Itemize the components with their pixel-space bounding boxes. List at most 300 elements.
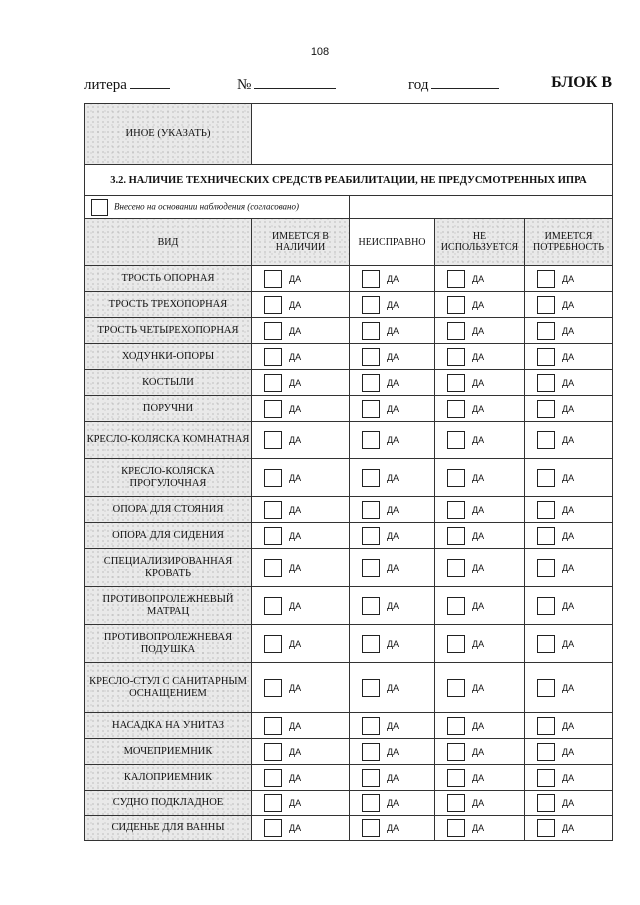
rehab-means-table xyxy=(84,103,613,841)
checkbox-need[interactable] xyxy=(537,270,555,288)
observation-checkbox[interactable] xyxy=(91,199,108,216)
checkbox-unused[interactable] xyxy=(447,374,465,392)
checkbox-faulty[interactable] xyxy=(362,270,380,288)
option-cell-need xyxy=(525,816,613,841)
yes-label: ДА xyxy=(289,403,302,414)
option-cell-faulty xyxy=(350,663,435,713)
yes-option xyxy=(350,527,434,545)
option-cell-available xyxy=(252,816,350,841)
yes-label: ДА xyxy=(472,435,485,445)
yes-label: ДА xyxy=(562,562,575,573)
checkbox-unused[interactable] xyxy=(447,743,465,761)
yes-label: ДА xyxy=(562,325,575,336)
table-row xyxy=(85,765,613,791)
option-cell-need xyxy=(525,370,613,396)
yes-option xyxy=(435,374,524,392)
option-cell-faulty xyxy=(350,292,435,318)
section-title-row xyxy=(85,165,613,196)
option-cell-faulty xyxy=(350,266,435,292)
yes-option xyxy=(252,597,349,615)
checkbox-available[interactable] xyxy=(264,679,282,697)
checkbox-faulty[interactable] xyxy=(362,501,380,519)
yes-option xyxy=(525,559,612,577)
yes-label: ДА xyxy=(562,823,575,833)
option-cell-faulty xyxy=(350,625,435,663)
checkbox-unused[interactable] xyxy=(447,296,465,314)
checkbox-available[interactable] xyxy=(264,527,282,545)
checkbox-available[interactable] xyxy=(264,270,282,288)
yes-option xyxy=(435,717,524,735)
checkbox-faulty[interactable] xyxy=(362,296,380,314)
checkbox-need[interactable] xyxy=(537,679,555,697)
checkbox-unused[interactable] xyxy=(447,635,465,653)
yes-label: ДА xyxy=(472,682,485,693)
table-row xyxy=(85,318,613,344)
checkbox-need[interactable] xyxy=(537,322,555,340)
yes-label: ДА xyxy=(387,325,400,336)
checkbox-unused[interactable] xyxy=(447,794,465,812)
checkbox-faulty[interactable] xyxy=(362,431,380,449)
yes-label: ДА xyxy=(387,299,400,310)
yes-label: ДА xyxy=(387,403,400,414)
yes-label: ДА xyxy=(387,351,400,362)
option-cell-available xyxy=(252,422,350,459)
checkbox-need[interactable] xyxy=(537,743,555,761)
yes-label: ДА xyxy=(562,772,575,783)
yes-option xyxy=(435,819,524,837)
section-title: 3.2. НАЛИЧИЕ ТЕХНИЧЕСКИХ СРЕДСТВ РЕАБИЛИТАЦИИ, НЕ ПРЕДУСМОТРЕННЫХ ИПРА xyxy=(85,165,613,196)
option-cell-available xyxy=(252,266,350,292)
yes-option xyxy=(350,769,434,787)
table-row xyxy=(85,663,613,713)
option-cell-need xyxy=(525,523,613,549)
checkbox-faulty[interactable] xyxy=(362,374,380,392)
yes-option xyxy=(350,679,434,697)
option-cell-unused xyxy=(435,523,525,549)
yes-option xyxy=(435,296,524,314)
option-cell-need xyxy=(525,791,613,816)
yes-option xyxy=(350,296,434,314)
checkbox-need[interactable] xyxy=(537,400,555,418)
checkbox-faulty[interactable] xyxy=(362,717,380,735)
checkbox-unused[interactable] xyxy=(447,431,465,449)
yes-label: ДА xyxy=(472,746,485,757)
yes-label: ДА xyxy=(387,472,400,483)
checkbox-need[interactable] xyxy=(537,819,555,837)
yes-label: ДА xyxy=(289,772,302,783)
yes-option xyxy=(525,597,612,615)
checkbox-available[interactable] xyxy=(264,348,282,366)
item-label: КРЕСЛО-КОЛЯСКА ПРОГУЛОЧНАЯ xyxy=(85,459,252,497)
yes-option xyxy=(252,769,349,787)
option-cell-unused xyxy=(435,497,525,523)
option-cell-need xyxy=(525,266,613,292)
yes-option xyxy=(435,679,524,697)
col-header-faulty: НЕИСПРАВНО xyxy=(350,219,435,266)
yes-option xyxy=(252,296,349,314)
yes-label: ДА xyxy=(387,682,400,693)
yes-label: ДА xyxy=(289,504,302,515)
table-row xyxy=(85,523,613,549)
option-cell-need xyxy=(525,422,613,459)
checkbox-faulty[interactable] xyxy=(362,679,380,697)
yes-label: ДА xyxy=(562,746,575,757)
option-cell-need xyxy=(525,663,613,713)
yes-option xyxy=(525,400,612,418)
option-cell-faulty xyxy=(350,765,435,791)
yes-option xyxy=(525,527,612,545)
checkbox-need[interactable] xyxy=(537,469,555,487)
table-row xyxy=(85,459,613,497)
checkbox-need[interactable] xyxy=(537,527,555,545)
option-cell-available xyxy=(252,370,350,396)
option-cell-unused xyxy=(435,459,525,497)
checkbox-faulty[interactable] xyxy=(362,400,380,418)
item-label: КАЛОПРИЕМНИК xyxy=(85,765,252,791)
yes-option xyxy=(252,469,349,487)
checkbox-need[interactable] xyxy=(537,597,555,615)
option-cell-available xyxy=(252,549,350,587)
yes-option xyxy=(435,400,524,418)
table-row xyxy=(85,739,613,765)
yes-option xyxy=(525,717,612,735)
number-input-line[interactable] xyxy=(254,74,336,89)
yes-option xyxy=(525,431,612,449)
checkbox-unused[interactable] xyxy=(447,819,465,837)
checkbox-unused[interactable] xyxy=(447,597,465,615)
yes-option xyxy=(525,743,612,761)
yes-option xyxy=(350,501,434,519)
col-header-available: ИМЕЕТСЯ В НАЛИЧИИ xyxy=(252,219,350,266)
checkbox-available[interactable] xyxy=(264,743,282,761)
yes-label: ДА xyxy=(289,823,302,833)
checkbox-faulty[interactable] xyxy=(362,469,380,487)
yes-label: ДА xyxy=(562,435,575,445)
option-cell-unused xyxy=(435,396,525,422)
checkbox-available[interactable] xyxy=(264,501,282,519)
yes-label: ДА xyxy=(562,472,575,483)
option-cell-available xyxy=(252,459,350,497)
yes-label: ДА xyxy=(562,720,575,731)
table-row xyxy=(85,292,613,318)
checkbox-need[interactable] xyxy=(537,635,555,653)
column-header-row xyxy=(85,219,613,266)
note-spacer xyxy=(350,196,613,219)
yes-option xyxy=(525,469,612,487)
yes-label: ДА xyxy=(472,772,485,783)
checkbox-available[interactable] xyxy=(264,400,282,418)
yes-option xyxy=(435,635,524,653)
option-cell-available xyxy=(252,587,350,625)
checkbox-need[interactable] xyxy=(537,769,555,787)
item-label: КРЕСЛО-КОЛЯСКА КОМНАТНАЯ xyxy=(85,422,252,459)
option-cell-need xyxy=(525,292,613,318)
checkbox-available[interactable] xyxy=(264,794,282,812)
checkbox-unused[interactable] xyxy=(447,559,465,577)
yes-label: ДА xyxy=(472,823,485,833)
yes-label: ДА xyxy=(562,504,575,515)
table-row xyxy=(85,266,613,292)
yes-option xyxy=(350,794,434,812)
item-label: СИДЕНЬЕ ДЛЯ ВАННЫ xyxy=(85,816,252,841)
option-cell-faulty xyxy=(350,396,435,422)
checkbox-need[interactable] xyxy=(537,431,555,449)
yes-option xyxy=(252,400,349,418)
checkbox-unused[interactable] xyxy=(447,769,465,787)
table-row xyxy=(85,791,613,816)
yes-option xyxy=(350,348,434,366)
option-cell-faulty xyxy=(350,422,435,459)
option-cell-faulty xyxy=(350,713,435,739)
checkbox-unused[interactable] xyxy=(447,527,465,545)
item-label: ТРОСТЬ ЧЕТЫРЕХОПОРНАЯ xyxy=(85,318,252,344)
checkbox-faulty[interactable] xyxy=(362,769,380,787)
checkbox-available[interactable] xyxy=(264,597,282,615)
checkbox-faulty[interactable] xyxy=(362,527,380,545)
number-field xyxy=(237,74,336,94)
option-cell-unused xyxy=(435,816,525,841)
year-input-line[interactable] xyxy=(431,74,499,89)
checkbox-available[interactable] xyxy=(264,469,282,487)
yes-option xyxy=(435,527,524,545)
checkbox-faulty[interactable] xyxy=(362,635,380,653)
checkbox-available[interactable] xyxy=(264,717,282,735)
checkbox-unused[interactable] xyxy=(447,348,465,366)
option-cell-unused xyxy=(435,370,525,396)
option-cell-faulty xyxy=(350,739,435,765)
option-cell-need xyxy=(525,396,613,422)
number-label: № xyxy=(237,77,252,93)
option-cell-available xyxy=(252,765,350,791)
option-cell-faulty xyxy=(350,344,435,370)
option-cell-faulty xyxy=(350,549,435,587)
yes-option xyxy=(435,348,524,366)
yes-option xyxy=(525,322,612,340)
option-cell-need xyxy=(525,625,613,663)
option-cell-faulty xyxy=(350,791,435,816)
yes-label: ДА xyxy=(289,682,302,693)
yes-label: ДА xyxy=(289,435,302,445)
yes-option xyxy=(525,794,612,812)
checkbox-available[interactable] xyxy=(264,296,282,314)
yes-label: ДА xyxy=(289,351,302,362)
checkbox-need[interactable] xyxy=(537,559,555,577)
checkbox-unused[interactable] xyxy=(447,469,465,487)
yes-option xyxy=(435,469,524,487)
yes-label: ДА xyxy=(387,823,400,833)
checkbox-unused[interactable] xyxy=(447,400,465,418)
yes-option xyxy=(350,559,434,577)
option-cell-available xyxy=(252,523,350,549)
yes-label: ДА xyxy=(562,682,575,693)
checkbox-faulty[interactable] xyxy=(362,743,380,761)
option-cell-available xyxy=(252,663,350,713)
checkbox-need[interactable] xyxy=(537,374,555,392)
yes-label: ДА xyxy=(289,600,302,611)
other-input[interactable] xyxy=(252,104,613,165)
yes-option xyxy=(525,348,612,366)
checkbox-unused[interactable] xyxy=(447,717,465,735)
yes-label: ДА xyxy=(387,772,400,783)
yes-label: ДА xyxy=(289,377,302,388)
yes-label: ДА xyxy=(387,638,400,649)
checkbox-unused[interactable] xyxy=(447,322,465,340)
yes-option xyxy=(525,679,612,697)
yes-label: ДА xyxy=(472,377,485,388)
yes-label: ДА xyxy=(387,435,400,445)
checkbox-available[interactable] xyxy=(264,431,282,449)
yes-option xyxy=(252,322,349,340)
col-header-type: ВИД xyxy=(85,219,252,266)
item-label: ТРОСТЬ ТРЕХОПОРНАЯ xyxy=(85,292,252,318)
yes-label: ДА xyxy=(289,299,302,310)
checkbox-faulty[interactable] xyxy=(362,322,380,340)
yes-label: ДА xyxy=(562,377,575,388)
yes-option xyxy=(435,322,524,340)
col-header-unused: НЕ ИСПОЛЬЗУЕТСЯ xyxy=(435,219,525,266)
option-cell-need xyxy=(525,549,613,587)
yes-option xyxy=(525,819,612,837)
option-cell-faulty xyxy=(350,816,435,841)
checkbox-available[interactable] xyxy=(264,374,282,392)
checkbox-available[interactable] xyxy=(264,322,282,340)
yes-label: ДА xyxy=(387,798,400,808)
checkbox-faulty[interactable] xyxy=(362,559,380,577)
checkbox-need[interactable] xyxy=(537,296,555,314)
yes-option xyxy=(350,374,434,392)
yes-label: ДА xyxy=(387,273,400,284)
table-row xyxy=(85,422,613,459)
checkbox-faulty[interactable] xyxy=(362,348,380,366)
yes-option xyxy=(435,794,524,812)
option-cell-faulty xyxy=(350,318,435,344)
yes-label: ДА xyxy=(289,273,302,284)
yes-label: ДА xyxy=(472,600,485,611)
page-number: 108 xyxy=(310,46,330,58)
checkbox-unused[interactable] xyxy=(447,270,465,288)
yes-label: ДА xyxy=(472,299,485,310)
option-cell-need xyxy=(525,497,613,523)
yes-label: ДА xyxy=(289,325,302,336)
item-label: НАСАДКА НА УНИТАЗ xyxy=(85,713,252,739)
yes-option xyxy=(350,717,434,735)
yes-label: ДА xyxy=(472,798,485,808)
yes-label: ДА xyxy=(472,273,485,284)
yes-option xyxy=(350,469,434,487)
yes-option xyxy=(252,348,349,366)
checkbox-available[interactable] xyxy=(264,559,282,577)
checkbox-available[interactable] xyxy=(264,635,282,653)
year-label: год xyxy=(408,77,429,93)
option-cell-unused xyxy=(435,625,525,663)
checkbox-faulty[interactable] xyxy=(362,597,380,615)
yes-label: ДА xyxy=(562,600,575,611)
yes-label: ДА xyxy=(387,562,400,573)
yes-label: ДА xyxy=(472,562,485,573)
col-header-need: ИМЕЕТСЯ ПОТРЕБНОСТЬ xyxy=(525,219,613,266)
item-label: ПРОТИВОПРОЛЕЖНЕВЫЙ МАТРАЦ xyxy=(85,587,252,625)
yes-label: ДА xyxy=(472,351,485,362)
yes-label: ДА xyxy=(472,325,485,336)
litera-label: литера xyxy=(84,77,127,93)
yes-option xyxy=(350,597,434,615)
yes-option xyxy=(252,559,349,577)
yes-option xyxy=(350,431,434,449)
yes-label: ДА xyxy=(289,746,302,757)
block-title: БЛОК В xyxy=(551,74,612,91)
yes-option xyxy=(350,635,434,653)
checkbox-need[interactable] xyxy=(537,717,555,735)
option-cell-need xyxy=(525,713,613,739)
option-cell-need xyxy=(525,587,613,625)
option-cell-need xyxy=(525,739,613,765)
yes-option xyxy=(252,794,349,812)
option-cell-need xyxy=(525,344,613,370)
option-cell-need xyxy=(525,765,613,791)
item-label: ХОДУНКИ-ОПОРЫ xyxy=(85,344,252,370)
yes-label: ДА xyxy=(562,403,575,414)
option-cell-need xyxy=(525,459,613,497)
yes-label: ДА xyxy=(562,273,575,284)
other-label: ИНОЕ (УКАЗАТЬ) xyxy=(85,104,252,165)
form-header xyxy=(84,74,612,94)
item-label: ТРОСТЬ ОПОРНАЯ xyxy=(85,266,252,292)
yes-option xyxy=(252,717,349,735)
option-cell-unused xyxy=(435,422,525,459)
yes-label: ДА xyxy=(472,403,485,414)
option-cell-unused xyxy=(435,663,525,713)
option-cell-unused xyxy=(435,292,525,318)
yes-label: ДА xyxy=(562,530,575,541)
item-label: СПЕЦИАЛИЗИРОВАННАЯ КРОВАТЬ xyxy=(85,549,252,587)
yes-option xyxy=(525,270,612,288)
table-row xyxy=(85,344,613,370)
item-label: КОСТЫЛИ xyxy=(85,370,252,396)
checkbox-unused[interactable] xyxy=(447,679,465,697)
yes-label: ДА xyxy=(289,530,302,541)
yes-label: ДА xyxy=(387,600,400,611)
option-cell-faulty xyxy=(350,523,435,549)
checkbox-unused[interactable] xyxy=(447,501,465,519)
litera-input-line[interactable] xyxy=(130,74,170,89)
table-row xyxy=(85,625,613,663)
option-cell-unused xyxy=(435,344,525,370)
checkbox-need[interactable] xyxy=(537,348,555,366)
yes-option xyxy=(435,501,524,519)
option-cell-available xyxy=(252,625,350,663)
year-field xyxy=(408,74,499,94)
checkbox-need[interactable] xyxy=(537,501,555,519)
option-cell-available xyxy=(252,344,350,370)
checkbox-faulty[interactable] xyxy=(362,794,380,812)
yes-option xyxy=(525,635,612,653)
checkbox-faulty[interactable] xyxy=(362,819,380,837)
option-cell-faulty xyxy=(350,370,435,396)
option-cell-unused xyxy=(435,266,525,292)
checkbox-available[interactable] xyxy=(264,769,282,787)
note-text: Внесено на основании наблюдения (согласовано) xyxy=(114,201,300,212)
yes-label: ДА xyxy=(289,720,302,731)
checkbox-need[interactable] xyxy=(537,794,555,812)
yes-label: ДА xyxy=(289,562,302,573)
option-cell-unused xyxy=(435,739,525,765)
table-row xyxy=(85,549,613,587)
litera-field xyxy=(84,74,170,94)
table-row xyxy=(85,587,613,625)
other-row xyxy=(85,104,613,165)
yes-option xyxy=(252,819,349,837)
checkbox-available[interactable] xyxy=(264,819,282,837)
